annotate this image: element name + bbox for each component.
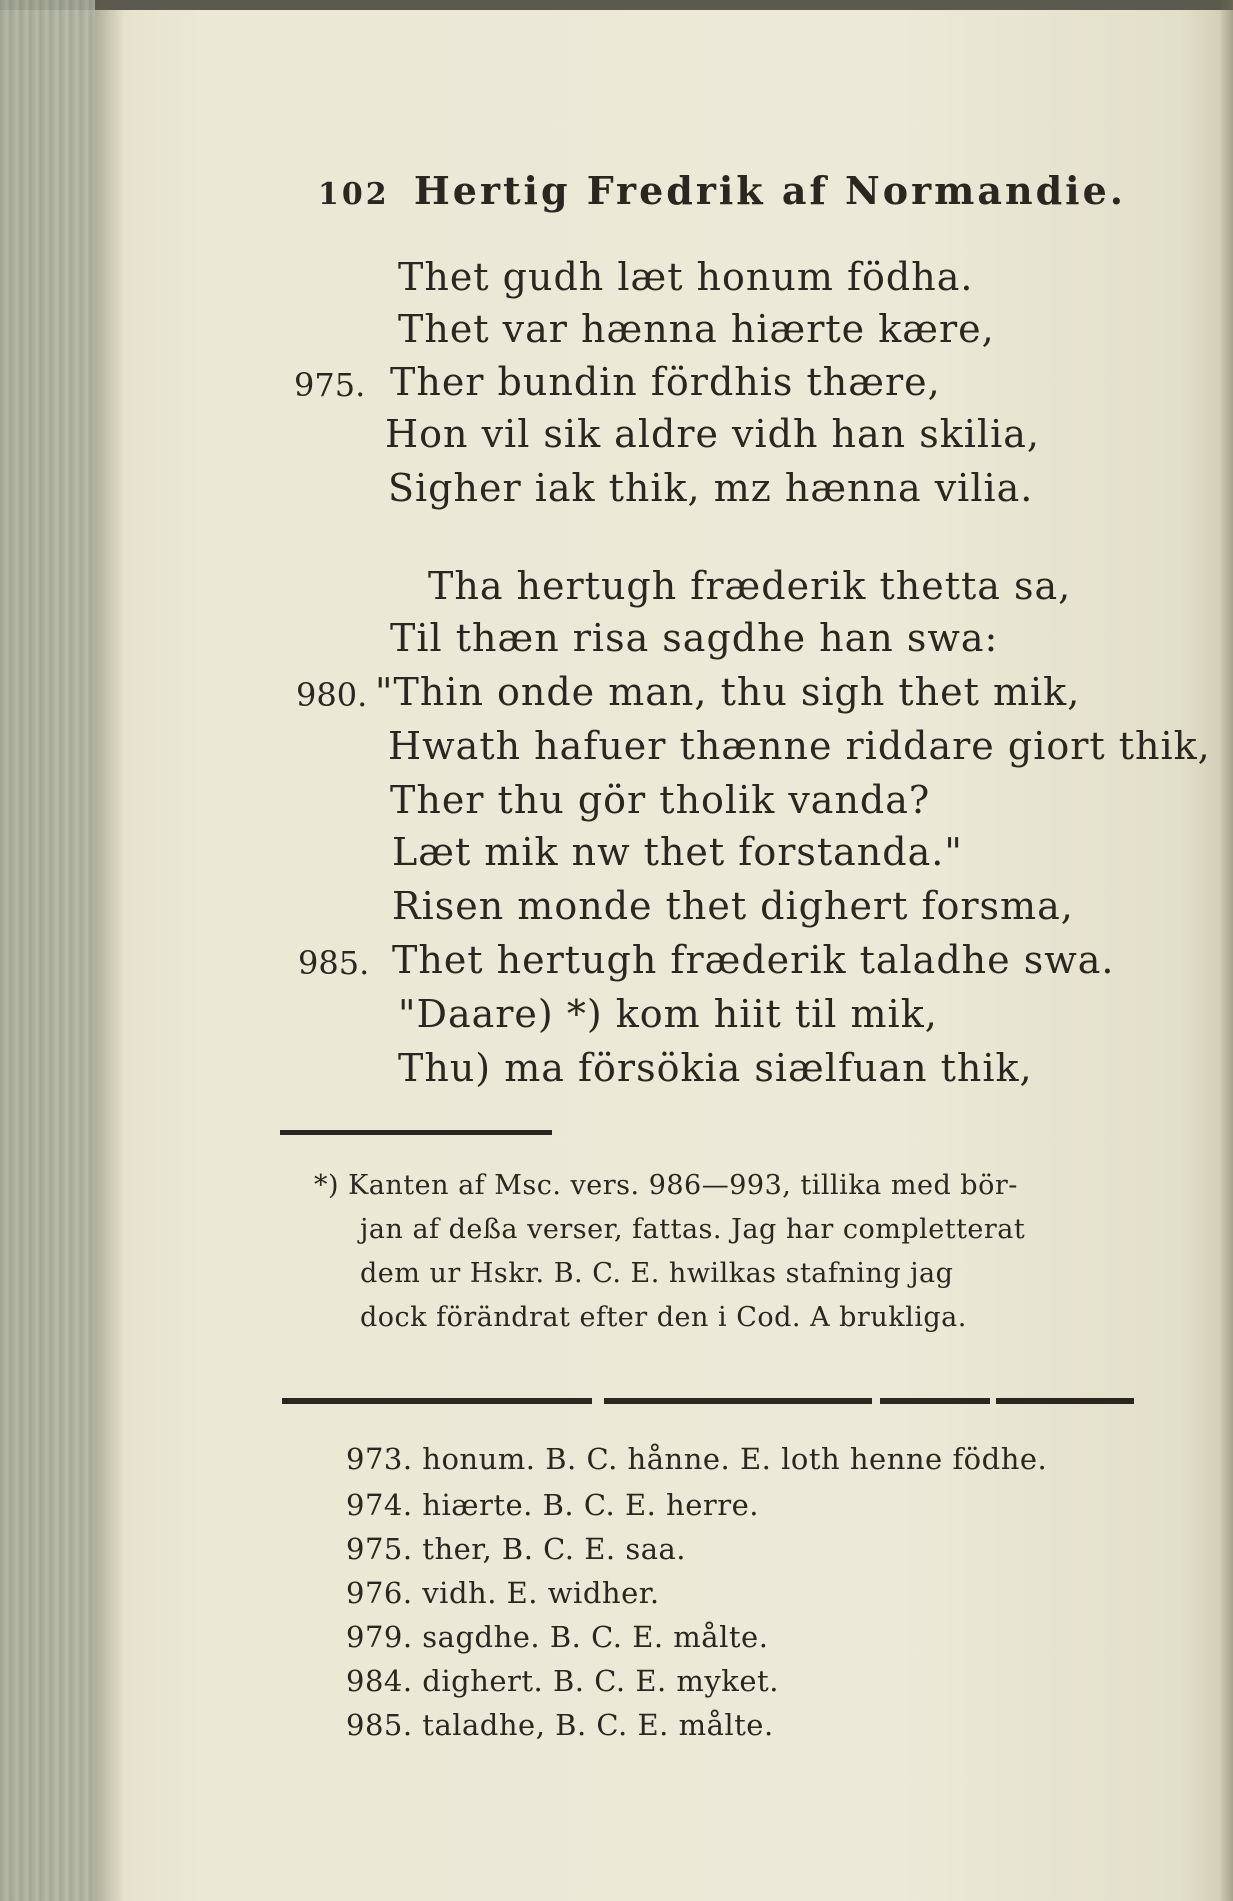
gutter-shadow bbox=[95, 0, 125, 1901]
verse-line: Risen monde thet dighert forsma, bbox=[392, 884, 1074, 928]
verse-line: Læt mik nw thet forstanda." bbox=[392, 830, 963, 874]
verse-line: "Thin onde man, thu sigh thet mik, bbox=[375, 670, 1081, 714]
verse-line: Thet hertugh fræderik taladhe swa. bbox=[392, 938, 1115, 982]
footnote-line: *) Kanten af Msc. vers. 986—993, tillika med bör- bbox=[314, 1170, 1018, 1201]
verse-line: Hwath hafuer thænne riddare giort thik, bbox=[388, 724, 1211, 768]
variants-rule bbox=[996, 1398, 1134, 1404]
verse-line: Hon vil sik aldre vidh han skilia, bbox=[385, 412, 1040, 456]
footnote-line: jan af deßa verser, fattas. Jag har completterat bbox=[360, 1214, 1026, 1245]
variant-line: 973. honum. B. C. hånne. E. loth henne födhe. bbox=[346, 1442, 1048, 1476]
variant-line: 975. ther, B. C. E. saa. bbox=[346, 1532, 687, 1566]
variant-line: 974. hiærte. B. C. E. herre. bbox=[346, 1488, 760, 1522]
footnote-line: dem ur Hskr. B. C. E. hwilkas stafning jag bbox=[360, 1258, 954, 1289]
verse-line: Thet gudh læt honum födha. bbox=[398, 255, 974, 299]
verse-number: 985. bbox=[298, 944, 370, 982]
verse-line: Tha hertugh fræderik thetta sa, bbox=[428, 564, 1072, 608]
running-head bbox=[318, 168, 1126, 213]
variant-line: 979. sagdhe. B. C. E. målte. bbox=[346, 1620, 769, 1654]
footnote-line: dock förändrat efter den i Cod. A brukliga. bbox=[360, 1302, 967, 1333]
page-top-edge bbox=[0, 0, 1233, 10]
verse-line: Ther thu gör tholik vanda? bbox=[390, 778, 931, 822]
verse-number: 980. bbox=[296, 676, 368, 714]
book-spine bbox=[0, 0, 95, 1901]
verse-line: Thet var hænna hiærte kære, bbox=[398, 307, 995, 351]
variants-rule bbox=[282, 1398, 592, 1404]
page-number: 102 bbox=[318, 177, 390, 212]
variant-line: 985. taladhe, B. C. E. målte. bbox=[346, 1708, 774, 1742]
variant-line: 984. dighert. B. C. E. myket. bbox=[346, 1664, 779, 1698]
variants-rule bbox=[880, 1398, 990, 1404]
verse-line: Sigher iak thik, mz hænna vilia. bbox=[388, 466, 1034, 510]
variants-rule bbox=[604, 1398, 872, 1404]
running-title: Hertig Fredrik af Normandie. bbox=[413, 168, 1127, 213]
verse-number: 975. bbox=[294, 366, 366, 404]
verse-line: "Daare) *) kom hiit til mik, bbox=[398, 992, 938, 1036]
verse-line: Ther bundin fördhis thære, bbox=[390, 360, 941, 404]
footnote-rule bbox=[280, 1130, 552, 1135]
variant-line: 976. vidh. E. widher. bbox=[346, 1576, 660, 1610]
verse-line: Thu) ma försökia siælfuan thik, bbox=[398, 1046, 1033, 1090]
verse-line: Til thæn risa sagdhe han swa: bbox=[390, 616, 999, 660]
page-right-edge bbox=[1219, 0, 1233, 1901]
